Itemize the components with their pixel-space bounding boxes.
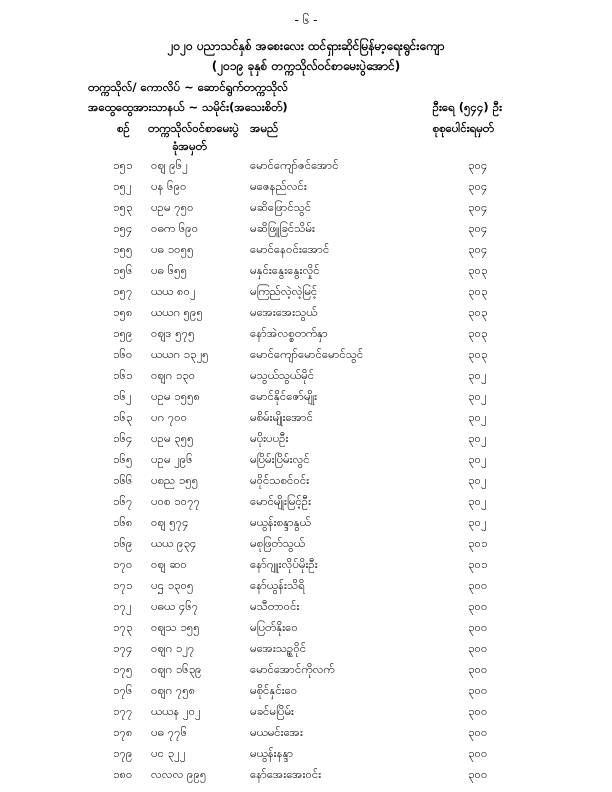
roll-number: ပဓ ၆၅၅ xyxy=(151,263,188,277)
student-name: နော်အဲလစ္စတက်နှာ xyxy=(250,326,328,340)
roll-number: ဝဈ ၅၇၄ xyxy=(151,515,189,529)
roll-number: ပဝစ ၁၀၇၇ xyxy=(151,494,201,508)
total-score: ၃၀၀ xyxy=(468,683,488,697)
student-name: မပြိမ်းပြိမ်းလွင် xyxy=(250,452,310,466)
total-score: ၃၀၁ xyxy=(468,536,488,550)
table-row xyxy=(0,200,612,221)
table-row xyxy=(0,641,612,662)
student-name: မောင်ကျော်မောင်မောင်သွင် xyxy=(250,347,364,361)
roll-number: ပဓ ၇၇၆ xyxy=(151,725,188,739)
row-number: ၁၅၇ xyxy=(113,284,133,298)
roll-number: ပဓ ၁၀၅၅ xyxy=(151,242,194,256)
total-score: ၃၀၂ xyxy=(468,452,487,466)
table-row xyxy=(0,557,612,578)
table-row xyxy=(0,158,612,179)
row-number: ၁၆၆ xyxy=(113,473,133,487)
total-score: ၃၀၃ xyxy=(468,284,488,298)
table-row xyxy=(0,347,612,368)
total-score: ၃၀၄ xyxy=(468,179,488,193)
student-name: မောင်အောင်ကိုလက် xyxy=(250,662,335,676)
row-number: ၁၆၅ xyxy=(113,452,133,466)
table-row xyxy=(0,452,612,473)
roll-number: ပင ၃၂၂ xyxy=(151,746,186,760)
student-name: မနှင်းနွေးနွေးလှိုင် xyxy=(250,263,320,277)
roll-number: ယယဂ ၁၃၂၅ xyxy=(151,347,209,361)
roll-number: ဝဓက ၆၉၀ xyxy=(151,221,199,235)
student-name: မောင်မျိုးမြင့်ဦး xyxy=(250,494,312,508)
row-number: ၁၅၁ xyxy=(113,158,133,172)
student-name: မယွန်းစန္ဒာနွယ် xyxy=(250,515,311,529)
roll-number: ယယန ၂၀၂ xyxy=(151,704,201,718)
roll-number: ဝဈသ ၁၅၅ xyxy=(151,620,200,634)
table-row xyxy=(0,767,612,788)
table-row xyxy=(0,242,612,263)
total-score: ၃၀၂ xyxy=(468,368,487,382)
total-score: ၃၀၀ xyxy=(468,704,488,718)
table-row xyxy=(0,179,612,200)
total-score: ၃၀၀ xyxy=(468,725,488,739)
student-name: မပိုးပပဦး xyxy=(250,431,289,445)
total-score: ၃၀၄ xyxy=(468,158,488,172)
total-score: ၃၀၄ xyxy=(468,242,488,256)
row-number: ၁၆၄ xyxy=(113,431,133,445)
row-number: ၁၇၀ xyxy=(113,557,133,571)
student-name: နော်အေးအေးဝင်း xyxy=(250,767,322,781)
document-subtitle: (၂၀၁၉ ခုနှစ် တက္ကသိုလ်ဝင်စာမေးပွဲအောင်) xyxy=(211,59,401,73)
roll-number: ပစည ၁၅၅ xyxy=(151,473,199,487)
page-number: - ၆ - xyxy=(294,13,318,27)
total-score: ၃၀၄ xyxy=(468,221,488,235)
total-score: ၃၀၀ xyxy=(468,599,488,613)
table-row xyxy=(0,515,612,536)
total-score: ၃၀၂ xyxy=(468,494,487,508)
subject-line: အထွေထွေအားသာနယ် ~ သမိုင်း(အသေးစိတ်) xyxy=(88,100,288,114)
total-score: ၃၀၃ xyxy=(468,263,488,277)
student-name: မပြတ်နိုးဝေ xyxy=(250,620,298,634)
roll-number: ဝဈ ဆ၀ xyxy=(151,557,187,571)
table-row xyxy=(0,389,612,410)
row-number: ၁၅၅ xyxy=(113,242,133,256)
total-score: ၃၀၂ xyxy=(468,431,487,445)
student-name: နော်ဂျူးလိုပ်မိုးဦး xyxy=(250,557,318,571)
university-line: တက္ကသိုလ်/ ကောလိပ် ~ ဆောင်ရွက်တက္ကသိုလ် xyxy=(88,80,288,94)
row-number: ၁၅၆ xyxy=(113,263,133,277)
table-row xyxy=(0,221,612,242)
roll-number: ယယ ၈၀၂ xyxy=(151,284,196,298)
row-number: ၁၆၁ xyxy=(113,368,133,382)
row-number: ၁၇၂ xyxy=(113,599,132,613)
row-number: ၁၅၂ xyxy=(113,179,132,193)
table-row xyxy=(0,704,612,725)
roll-number: ယယ ၉၃၄ xyxy=(151,536,197,550)
table-row xyxy=(0,536,612,557)
total-score: ၃၀၂ xyxy=(468,410,487,424)
total-score: ၃၀၁ xyxy=(468,557,488,571)
roll-number: ပဥမ ၇၅၀ xyxy=(151,200,194,214)
row-number: ၁၅၃ xyxy=(113,200,133,214)
total-score: ၃၀၂ xyxy=(468,473,487,487)
column-header-name: အမည် xyxy=(250,121,279,135)
roll-number: ပဓယ ၄၆၇ xyxy=(151,599,199,613)
total-score: ၃၀၀ xyxy=(468,641,488,655)
row-number: ၁၆၀ xyxy=(113,347,133,361)
table-row xyxy=(0,599,612,620)
student-name: နော်ယွန်းသိရိ xyxy=(250,578,305,592)
total-score: ၃၀၀ xyxy=(468,578,488,592)
table-row xyxy=(0,494,612,515)
table-row xyxy=(0,305,612,326)
document-title: ၂၀၂၀ ပညာသင်နှစ် အစေးလေး ထင်ရှား‌ဆိုင်မြန်မာ့ရေးရွင်းကျော xyxy=(167,39,445,53)
roll-number: ပဥမ ၃၅၅ xyxy=(151,431,194,445)
roll-number: ဝဈဂ ၁၃၀ xyxy=(151,368,196,382)
student-name: မစိမ်းမျိုးအောင် xyxy=(250,410,313,424)
row-number: ၁၇၉ xyxy=(113,746,133,760)
row-number: ၁၇၇ xyxy=(113,704,133,718)
student-name: မခင်မပြိမ်း xyxy=(250,704,294,718)
results-table xyxy=(0,158,612,788)
total-score: ၃၀၃ xyxy=(468,347,488,361)
total-score: ၃၀၂ xyxy=(468,389,487,403)
row-number: ၁၅၄ xyxy=(113,221,133,235)
roll-number: လလလ ၉၉၅ xyxy=(151,767,207,781)
total-score: ၃၀၀ xyxy=(468,662,488,676)
row-number: ၁၆၈ xyxy=(113,515,133,529)
row-number: ၁၆၉ xyxy=(113,536,133,550)
total-count: ဦးရေ (၅၄၄) ဦး xyxy=(432,100,502,114)
roll-number: ဝဈဒ ၅၇၅ xyxy=(151,326,195,340)
row-number: ၁၈၀ xyxy=(113,767,133,781)
roll-number: ပဥမ ၂၉၆ xyxy=(151,452,193,466)
table-row xyxy=(0,683,612,704)
column-header-roll-sub: ခုံအမှတ် xyxy=(172,139,207,153)
roll-number: ဝဈ ၉၆၂ xyxy=(151,158,188,172)
row-number: ၁၇၈ xyxy=(113,725,133,739)
table-row xyxy=(0,662,612,683)
student-name: မအေးသဥ္စဝိုင် xyxy=(250,641,307,655)
row-number: ၁၇၁ xyxy=(113,578,133,592)
total-score: ၃၀၃ xyxy=(468,305,488,319)
student-name: မကြည်လဲ့လဲ့မြင့် xyxy=(250,284,318,298)
row-number: ၁၆၃ xyxy=(113,410,133,424)
roll-number: ဝဈဂ ၁၆၃၉ xyxy=(151,662,202,676)
student-name: မဝိုင်သစင်ဝင်း xyxy=(250,473,310,487)
student-name: မဆိဖြောင်သွင် xyxy=(250,200,312,214)
table-row xyxy=(0,431,612,452)
row-number: ၁၇၅ xyxy=(113,662,133,676)
roll-number: ဝဈဂ ၁၂၇ xyxy=(151,641,195,655)
total-score: ၃၀၂ xyxy=(468,515,487,529)
total-score: ၃၀၀ xyxy=(468,746,488,760)
student-name: မသွယ်သွယ်မိုင် xyxy=(250,368,315,382)
row-number: ၁၆၇ xyxy=(113,494,133,508)
row-number: ၁၅၈ xyxy=(113,305,133,319)
roll-number: ယယဂ ၅၉၅ xyxy=(151,305,203,319)
table-row xyxy=(0,473,612,494)
roll-number: ပဥမ ၁၅၅၈ xyxy=(151,389,201,403)
table-row xyxy=(0,368,612,389)
table-row xyxy=(0,263,612,284)
row-number: ၁၇၃ xyxy=(113,620,133,634)
table-row xyxy=(0,410,612,431)
roll-number: ပဌ ၁၃၀၅ xyxy=(151,578,194,592)
table-row xyxy=(0,620,612,641)
total-score: ၃၀၃ xyxy=(468,326,488,340)
table-row xyxy=(0,326,612,347)
column-header-roll: တက္ကသိုလ်ဝင်စာမေးပွဲ xyxy=(148,121,239,135)
student-name: မယွန်းနန္ဒာ xyxy=(250,746,294,760)
roll-number: ဝဈဂ ၇၅၈ xyxy=(151,683,196,697)
row-number: ၁၇၄ xyxy=(113,641,133,655)
total-score: ၃၀၀ xyxy=(468,620,488,634)
row-number: ၁၅၉ xyxy=(113,326,133,340)
student-name: မအေးအေးသွယ် xyxy=(250,305,318,319)
row-number: ၁၇၆ xyxy=(113,683,133,697)
roll-number: ပန ၆၉၀ xyxy=(151,179,187,193)
student-name: မောင်ကျော်ဇင်အောင် xyxy=(250,158,339,172)
column-header-score: စုစုပေါင်းရမှတ် xyxy=(432,121,494,135)
total-score: ၃၀၀ xyxy=(468,767,488,781)
student-name: မယမင်းအေး xyxy=(250,725,303,739)
student-name: မစိုင်နှင်းဝေ xyxy=(250,683,298,697)
student-name: မသီတာဝင်း xyxy=(250,599,300,613)
row-number: ၁၆၂ xyxy=(113,389,132,403)
table-row xyxy=(0,578,612,599)
student-name: မောင်နိုင်ဇော်မျိုး xyxy=(250,389,318,403)
column-header-no: စဉ် xyxy=(117,121,130,135)
student-name: မဇေနည်လင်း xyxy=(250,179,307,193)
student-name: မဆိဖြူခြင်သိမ်း xyxy=(250,221,315,235)
table-row xyxy=(0,725,612,746)
total-score: ၃၀၄ xyxy=(468,200,488,214)
student-name: မောင်နေဝင်းအောင် xyxy=(250,242,330,256)
table-row xyxy=(0,284,612,305)
roll-number: ပဂ ၇၀၀ xyxy=(151,410,188,424)
student-name: မစုဖြတ်သွယ် xyxy=(250,536,306,550)
table-row xyxy=(0,746,612,767)
